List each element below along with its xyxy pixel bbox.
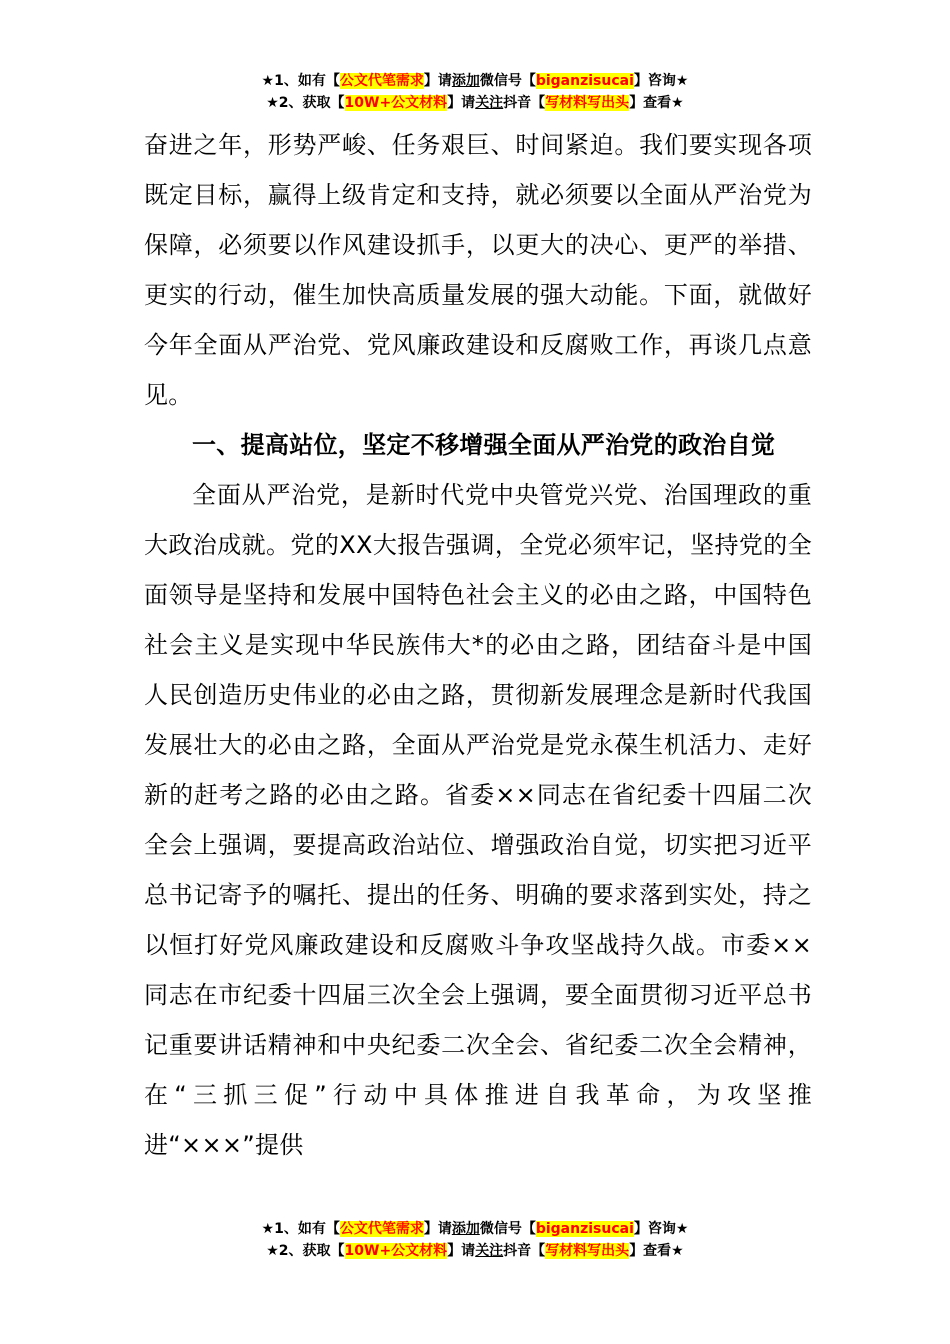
banner-text: 微信号【 (479, 1221, 536, 1237)
banner-highlight: biganzisucai (535, 73, 634, 89)
banner-text: 】请 (423, 73, 452, 89)
banner-text: 】查看★ (629, 95, 684, 111)
banner-text: 】咨询★ (633, 73, 689, 89)
banner-underline: 添加 (451, 73, 480, 89)
banner-line-1 (0, 1218, 950, 1240)
banner-highlight: 公文代笔需求 (339, 1221, 424, 1237)
paragraph: 全面从严治党，是新时代党中央管党兴党、治国理政的重大政治成就。党的XX大报告强调，全党必须牢记，坚持党的全面领导是坚持和发展中国特色社会主义的必由之路，中国特色社会主义是实现中华民族伟大*的必由之路，团结奋斗是中国人民创造历史伟业的必由之路，贯彻新发展理念是新时代我国发展壮大的必由之路，全面从严治党是党永葆生机活力、走好新的赶考之路的必由之路。省委××同志在省纪委十四届二次全会上强调，要提高政治站位、增强政治自觉，切实把习近平总书记寄予的嘱托、提出的任务、明确的要求落到实处，持之以恒打好党风廉政建设和反腐败斗争攻坚战持久战。市委××同志在市纪委十四届三次全会上强调，要全面贯彻习近平总书记重要讲话精神和中央纪委二次全会、省纪委二次全会精神，在“三抓三促”行动中具体推进自我革命，为攻坚推进“×××”提供 (144, 481, 812, 1159)
banner-line-1 (0, 70, 950, 92)
banner-underline: 添加 (451, 1221, 480, 1237)
banner-highlight: 写材料写出头 (545, 95, 630, 111)
banner-text: 】请 (423, 1221, 452, 1237)
section-heading: 一、提高站位，坚定不移增强全面从严治党的政治自觉 (192, 431, 776, 459)
banner-text: ★1、如有【 (261, 1221, 340, 1237)
banner-line-2 (0, 1240, 950, 1262)
banner-highlight: 10W+公文材料 (344, 95, 448, 111)
banner-text: ★1、如有【 (261, 73, 340, 89)
banner-highlight: 写材料写出头 (545, 1243, 630, 1259)
banner-line-2 (0, 92, 950, 114)
bottom-banner (0, 1218, 950, 1262)
banner-text: 】请 (447, 1243, 476, 1259)
banner-underline: 关注 (475, 95, 504, 111)
banner-text: ★2、获取【 (266, 95, 345, 111)
banner-underline: 关注 (475, 1243, 504, 1259)
banner-text: 】请 (447, 95, 476, 111)
banner-text: 】查看★ (629, 1243, 684, 1259)
paragraph: 奋进之年，形势严峻、任务艰巨、时间紧迫。我们要实现各项既定目标，赢得上级肯定和支持，就必须要以全面从严治党为保障，必须要以作风建设抓手，以更大的决心、更严的举措、更实的行动，催生加快高质量发展的强大动能。下面，就做好今年全面从严治党、党风廉政建设和反腐败工作，再谈几点意见。 (144, 131, 812, 409)
banner-highlight: biganzisucai (535, 1221, 634, 1237)
banner-text: 】咨询★ (633, 1221, 689, 1237)
banner-text: ★2、获取【 (266, 1243, 345, 1259)
banner-text: 抖音【 (503, 95, 546, 111)
document-body (144, 120, 812, 1170)
top-banner (0, 70, 950, 114)
banner-highlight: 公文代笔需求 (339, 73, 424, 89)
banner-text: 微信号【 (479, 73, 536, 89)
banner-text: 抖音【 (503, 1243, 546, 1259)
banner-highlight: 10W+公文材料 (344, 1243, 448, 1259)
